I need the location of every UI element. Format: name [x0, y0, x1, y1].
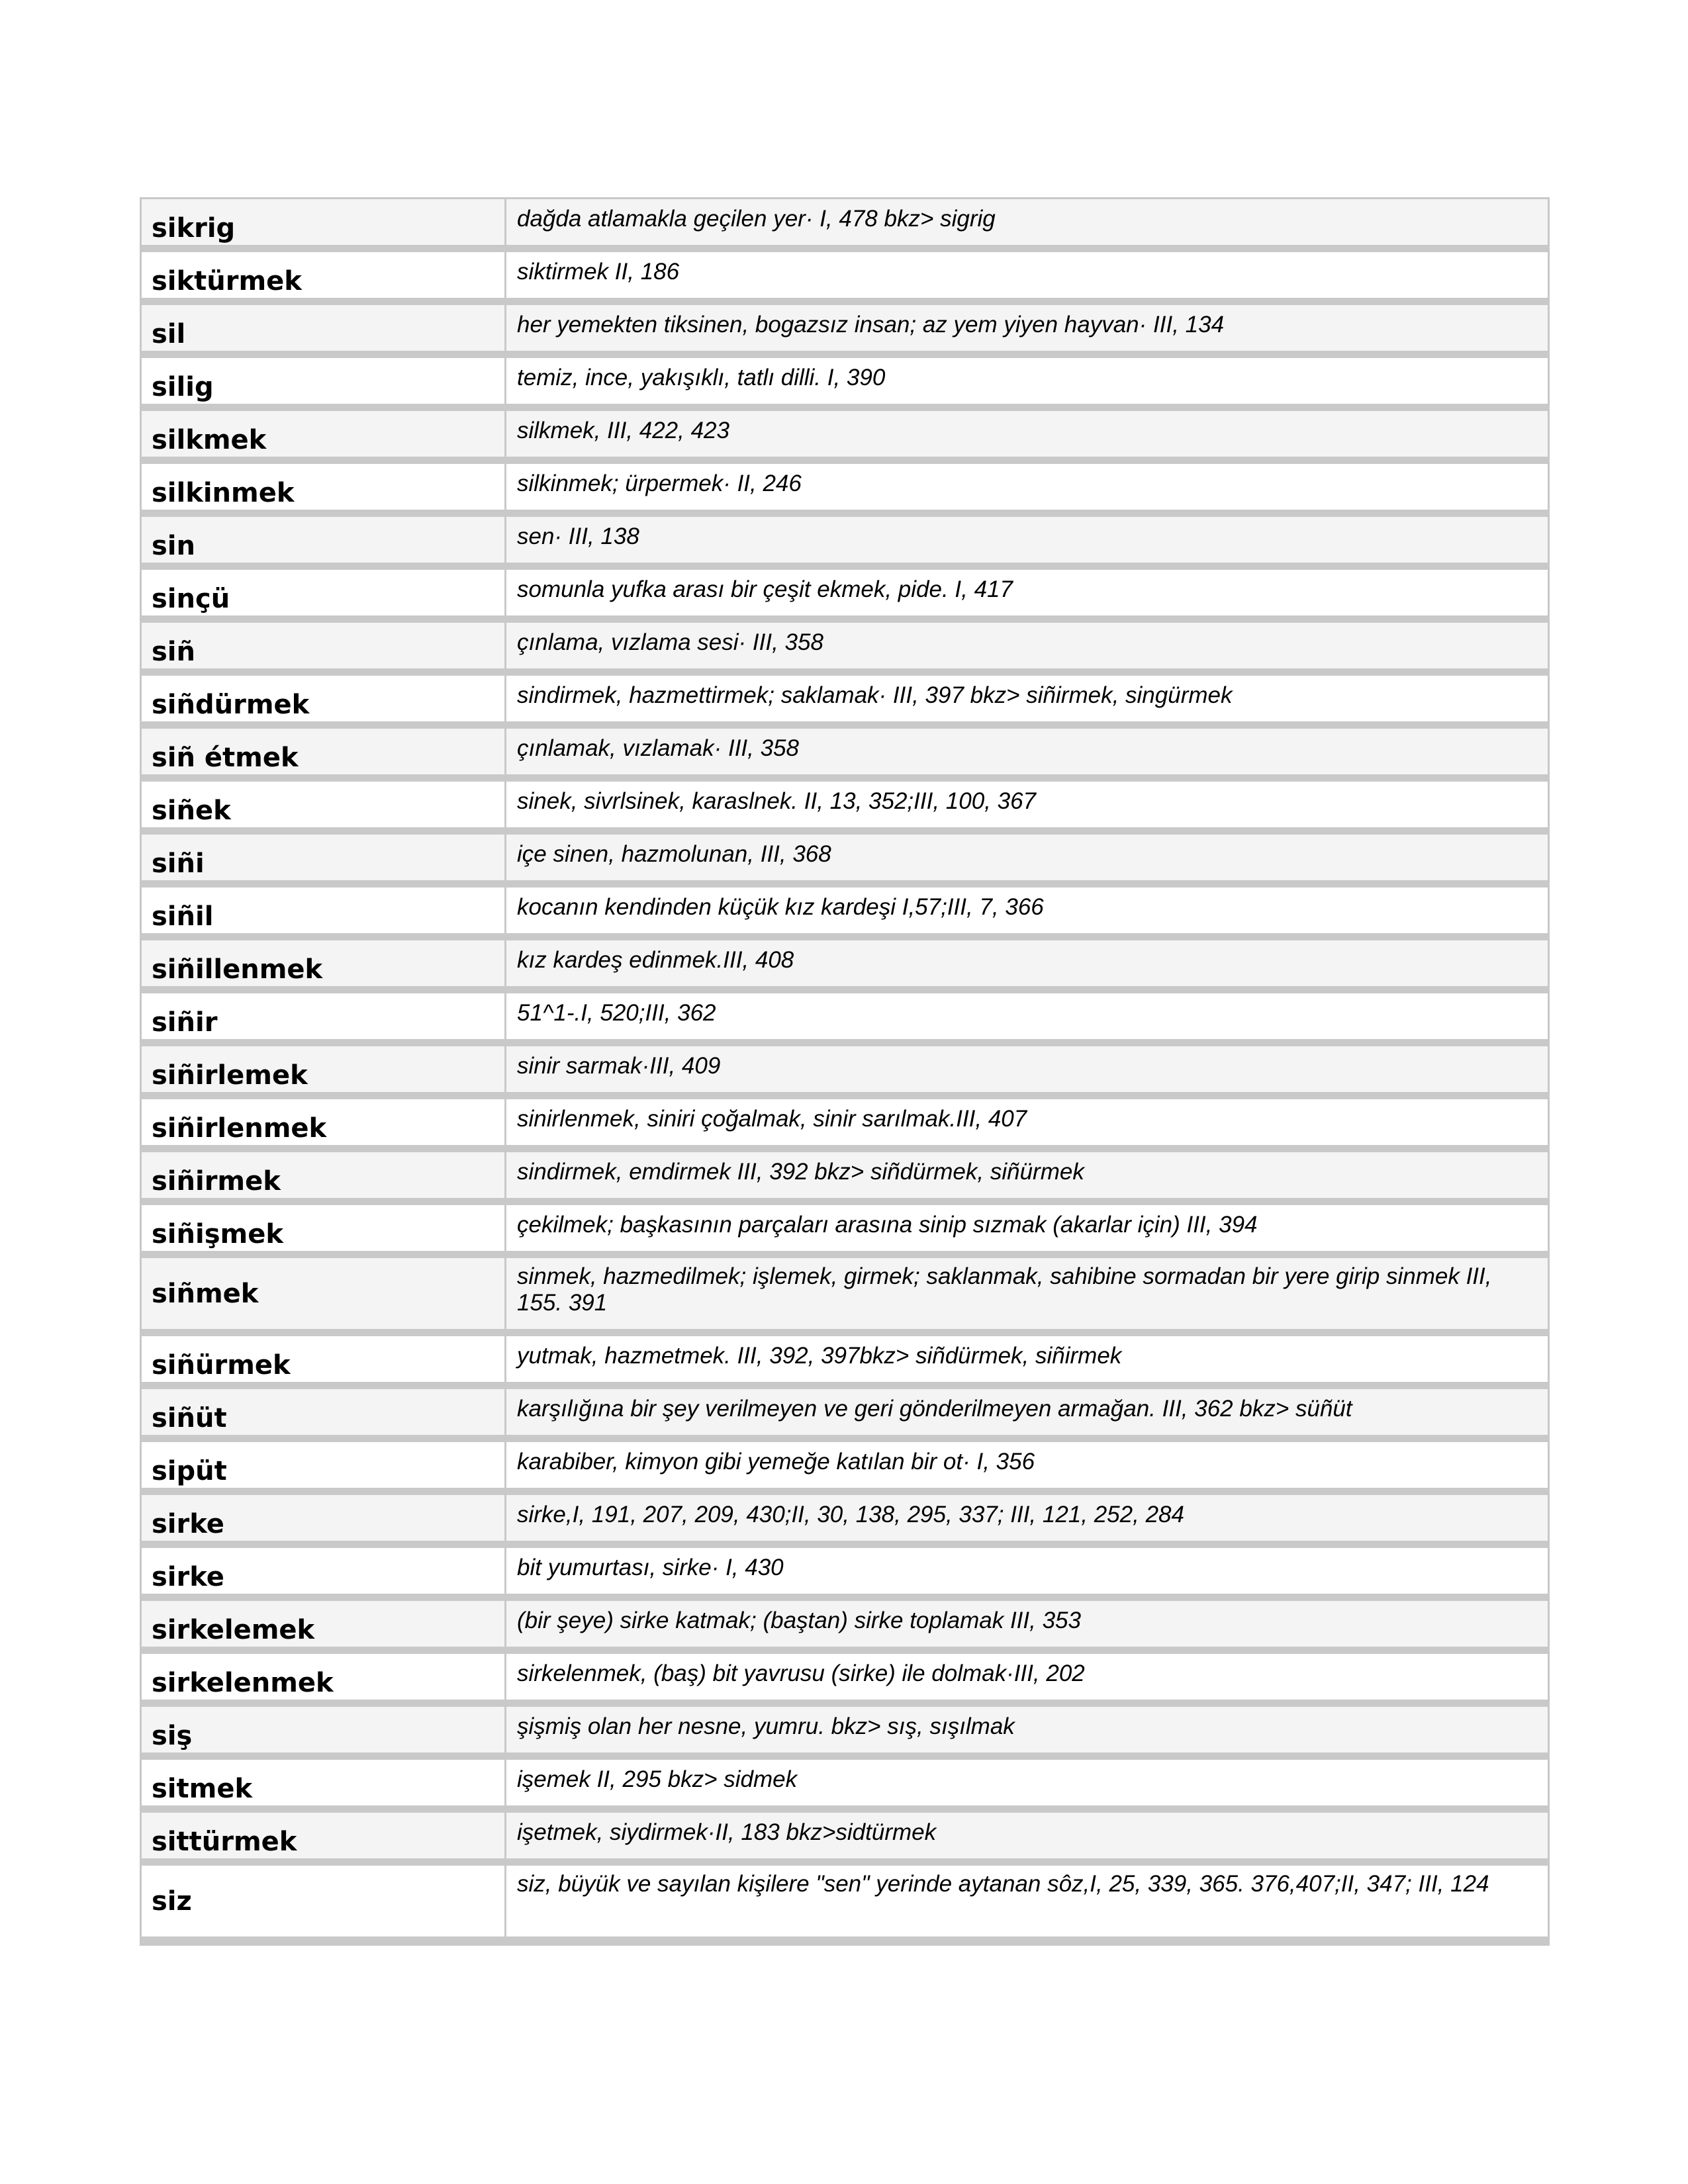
definition-cell: her yemekten tiksinen, bogazsız insan; az yem yiyen hayvan· III, 134: [517, 312, 1225, 338]
table-row: [142, 411, 1548, 464]
table-row: [142, 1495, 1548, 1548]
definition-cell: silkmek, III, 422, 423: [517, 418, 729, 443]
definition-cell: karabiber, kimyon gibi yemeğe katılan bir ot· I, 356: [517, 1449, 1035, 1475]
definition-cell: bit yumurtası, sirke· I, 430: [517, 1555, 784, 1580]
definition-cell: sinek, sivrlsinek, karaslnek. II, 13, 352;III, 100, 367: [517, 788, 1037, 814]
dictionary-table: [140, 197, 1550, 1946]
definition-cell: sirkelenmek, (baş) bit yavrusu (sirke) ile dolmak·III, 202: [517, 1661, 1085, 1686]
definition-cell: sirke,I, 191, 207, 209, 430;II, 30, 138, 295, 337; III, 121, 252, 284: [517, 1502, 1184, 1527]
definition-cell: somunla yufka arası bir çeşit ekmek, pide. I, 417: [517, 576, 1013, 602]
headword-cell: siñirlemek: [142, 1046, 506, 1092]
headword-cell: siñüt: [142, 1389, 506, 1435]
definition-cell: karşılığına bir şey verilmeyen ve geri gönderilmeyen armağan. III, 362 bkz> süñüt: [517, 1396, 1352, 1422]
headword-cell: sipüt: [142, 1442, 506, 1488]
definition-cell: silkinmek; ürpermek· II, 246: [517, 471, 802, 496]
table-row: [142, 1707, 1548, 1760]
table-row: [142, 940, 1548, 993]
definition-cell: 51^1-.I, 520;III, 362: [517, 1000, 716, 1026]
table-row: [142, 887, 1548, 940]
definition-cell: çekilmek; başkasının parçaları arasına sinip sızmak (akarlar için) III, 394: [517, 1212, 1258, 1238]
table-row: [142, 1548, 1548, 1601]
headword-cell: silkmek: [142, 411, 506, 457]
table-row: [142, 199, 1548, 252]
definition-cell: kız kardeş edinmek.III, 408: [517, 947, 794, 973]
headword-cell: sinçü: [142, 570, 506, 615]
definition-cell: sindirmek, hazmettirmek; saklamak· III, 397 bkz> siñirmek, singürmek: [517, 682, 1233, 708]
headword-cell: sirkelemek: [142, 1601, 506, 1647]
headword-cell: sirkelenmek: [142, 1654, 506, 1700]
definition-cell: çınlama, vızlama sesi· III, 358: [517, 629, 823, 655]
headword-cell: siñürmek: [142, 1336, 506, 1382]
definition-cell: siz, büyük ve sayılan kişilere "sen" yerinde aytanan sôz,I, 25, 339, 365. 376,407;II, 347; III, 124: [517, 1871, 1489, 1897]
table-row: [142, 252, 1548, 305]
table-row: [142, 1813, 1548, 1866]
headword-cell: siñirlenmek: [142, 1099, 506, 1145]
headword-cell: siz: [142, 1866, 506, 1936]
table-row: [142, 1601, 1548, 1654]
definition-cell: çınlamak, vızlamak· III, 358: [517, 735, 799, 761]
table-row: [142, 1389, 1548, 1442]
headword-cell: sikrig: [142, 199, 506, 245]
headword-cell: siñ étmek: [142, 729, 506, 774]
table-row: [142, 1760, 1548, 1813]
table-row: [142, 993, 1548, 1046]
headword-cell: siñi: [142, 835, 506, 880]
headword-cell: siñil: [142, 887, 506, 933]
definition-cell: işetmek, siydirmek·II, 183 bkz>sidtürmek: [517, 1819, 937, 1845]
table-row: [142, 1205, 1548, 1258]
headword-cell: sil: [142, 305, 506, 351]
definition-cell: sinirlenmek, siniri çoğalmak, sinir sarılmak.III, 407: [517, 1106, 1027, 1132]
table-row: [142, 1866, 1548, 1944]
definition-cell: siktirmek II, 186: [517, 259, 680, 285]
definition-cell: şişmiş olan her nesne, yumru. bkz> sış, sışılmak: [517, 1713, 1015, 1739]
definition-cell: sindirmek, emdirmek III, 392 bkz> siñdürmek, siñürmek: [517, 1159, 1084, 1185]
definition-cell: dağda atlamakla geçilen yer· I, 478 bkz> sigrig: [517, 206, 996, 232]
table-row: [142, 358, 1548, 411]
definition-cell: sinmek, hazmedilmek; işlemek, girmek; saklanmak, sahibine sormadan bir yere girip sinmek III, 155. 391: [517, 1263, 1492, 1316]
headword-cell: siñek: [142, 782, 506, 827]
definition-cell: içe sinen, hazmolunan, III, 368: [517, 841, 831, 867]
table-row: [142, 1336, 1548, 1389]
table-row: [142, 729, 1548, 782]
definition-cell: temiz, ince, yakışıklı, tatlı dilli. I, 390: [517, 365, 886, 390]
table-row: [142, 570, 1548, 623]
headword-cell: siñirmek: [142, 1152, 506, 1198]
headword-cell: siñ: [142, 623, 506, 668]
headword-cell: siş: [142, 1707, 506, 1752]
headword-cell: siñmek: [142, 1258, 506, 1329]
headword-cell: siñillenmek: [142, 940, 506, 986]
headword-cell: sin: [142, 517, 506, 563]
definition-cell: kocanın kendinden küçük kız kardeşi I,57;III, 7, 366: [517, 894, 1044, 920]
table-row: [142, 1099, 1548, 1152]
table-row: [142, 517, 1548, 570]
table-row: [142, 305, 1548, 358]
table-row: [142, 1152, 1548, 1205]
table-row: [142, 1442, 1548, 1495]
definition-cell: sen· III, 138: [517, 523, 639, 549]
table-row: [142, 464, 1548, 517]
headword-cell: sitmek: [142, 1760, 506, 1805]
headword-cell: silkinmek: [142, 464, 506, 510]
headword-cell: siñdürmek: [142, 676, 506, 721]
definition-cell: (bir şeye) sirke katmak; (baştan) sirke toplamak III, 353: [517, 1608, 1081, 1633]
table-row: [142, 676, 1548, 729]
table-row: [142, 1654, 1548, 1707]
definition-cell: sinir sarmak·III, 409: [517, 1053, 721, 1079]
table-row: [142, 782, 1548, 835]
definition-cell: yutmak, hazmetmek. III, 392, 397bkz> siñdürmek, siñirmek: [517, 1343, 1122, 1369]
headword-cell: sittürmek: [142, 1813, 506, 1858]
definition-cell: işemek II, 295 bkz> sidmek: [517, 1766, 798, 1792]
headword-cell: siñişmek: [142, 1205, 506, 1251]
table-row: [142, 835, 1548, 887]
headword-cell: sirke: [142, 1548, 506, 1594]
table-row: [142, 1258, 1548, 1336]
table-row: [142, 623, 1548, 676]
headword-cell: sirke: [142, 1495, 506, 1541]
headword-cell: siñir: [142, 993, 506, 1039]
headword-cell: siktürmek: [142, 252, 506, 298]
table-row: [142, 1046, 1548, 1099]
headword-cell: silig: [142, 358, 506, 404]
